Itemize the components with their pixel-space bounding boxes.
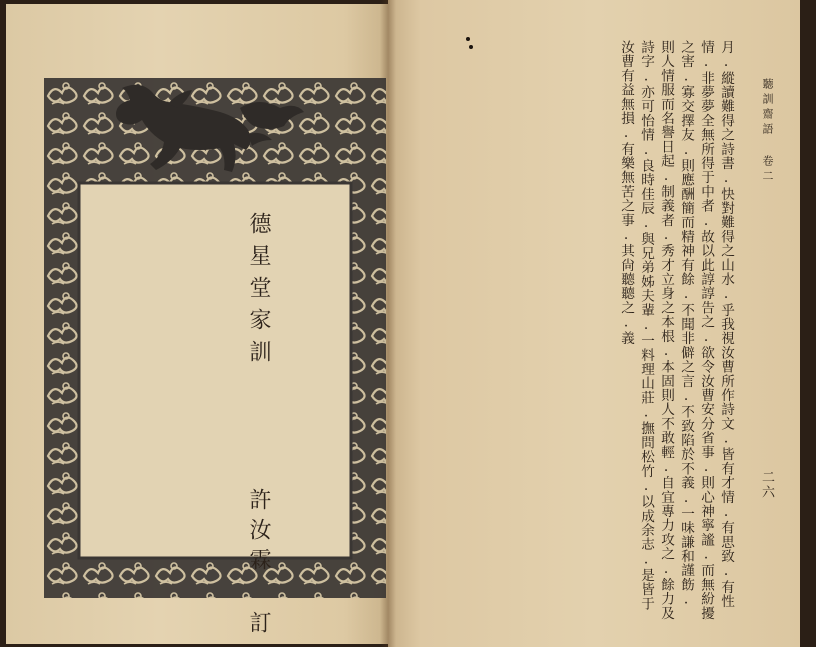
decorative-cloud-horse-frame [44, 78, 386, 598]
inner-panel [79, 183, 351, 558]
body-text [616, 40, 736, 620]
book-title: 德星堂家訓 [246, 212, 271, 372]
running-head: 聽訓齋語 卷二 [761, 78, 774, 185]
body-paragraph: 月.縱讀難得之詩書.快對難得之山水.乎我視汝曹所作詩文.皆有才情.有思致.有性情.非夢夢全無所得于中者.故以此諄諄告之.欲令汝曹安分省事.則心神寧謐.而無紛擾之害.寡交擇友.則應酬簡而精神有餘.不聞非僻之言.不致陷於不義.一味謙和謹飭.則人情服而名譽日起.制義者.秀才立身之本根.本固則人不敢輕.自宜專力攻之.餘力及詩字.亦可怡情.良時佳辰.與兄弟姊夫輩.一料理山莊.撫問松竹.以成余志.是皆于汝曹有益無損.有樂無苦之事.其尙聽聽之.義 [618, 40, 734, 620]
ink-speck [466, 37, 470, 41]
page-number: 二六 [759, 470, 774, 500]
author-credit: 許汝霖 訂 [246, 488, 271, 641]
right-page [388, 0, 800, 647]
ink-speck [469, 45, 473, 49]
